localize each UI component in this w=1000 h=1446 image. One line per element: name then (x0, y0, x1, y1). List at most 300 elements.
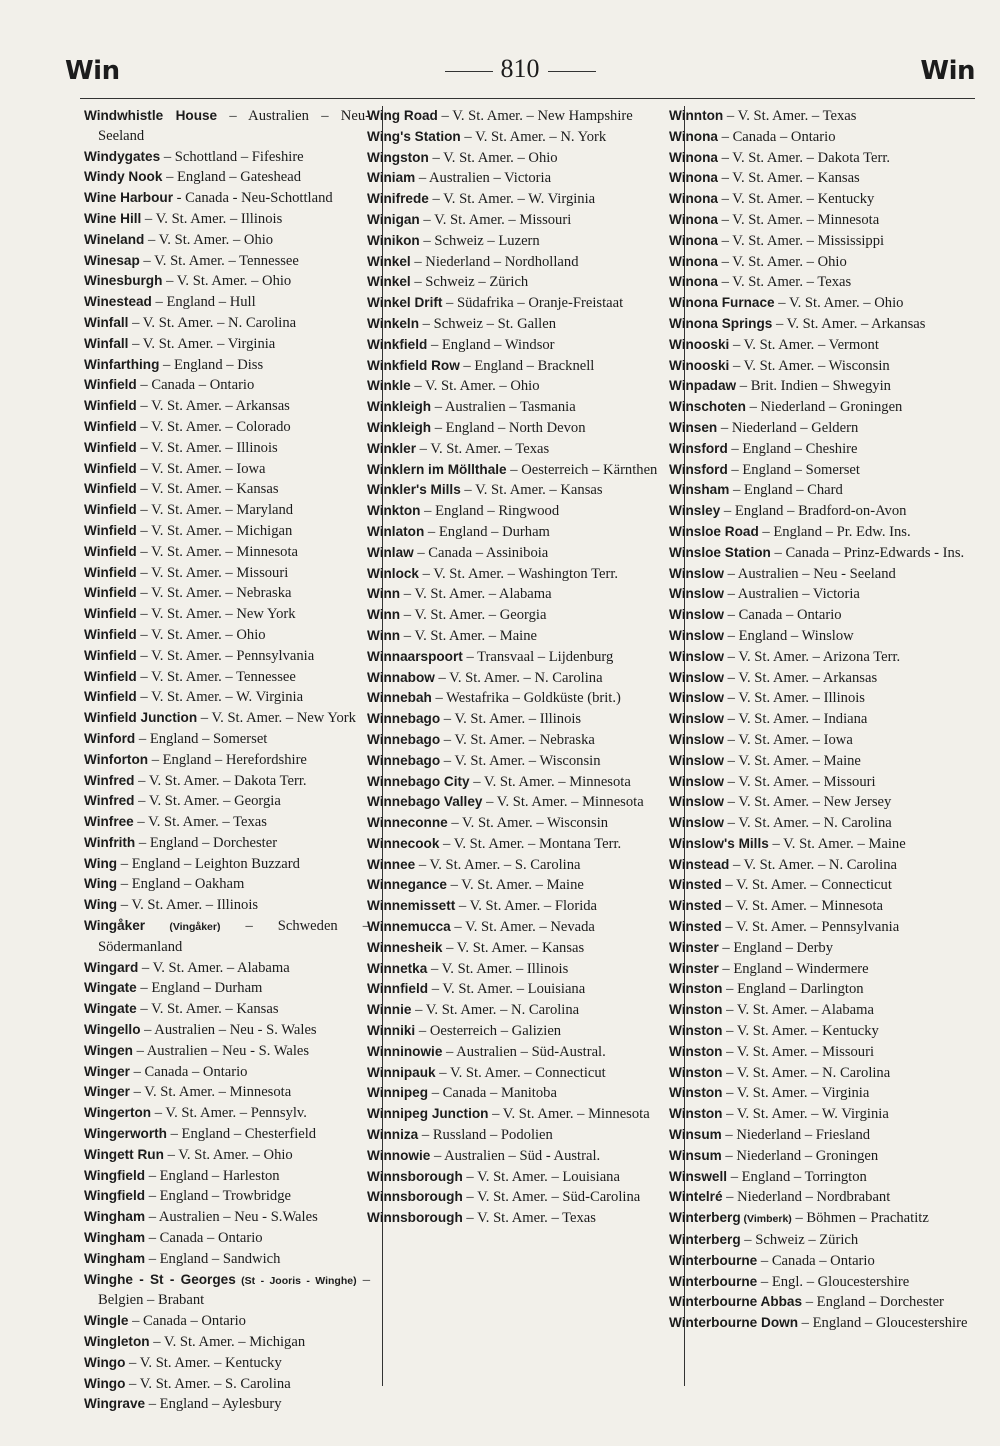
gazetteer-entry (669, 1021, 977, 1042)
gazetteer-entry (84, 355, 370, 376)
gazetteer-entry (669, 106, 977, 127)
entry-headword: Winfrith (84, 834, 136, 850)
entry-location: – V. St. Amer. – Maryland (136, 502, 294, 519)
gazetteer-entry (84, 916, 370, 958)
gazetteer-entry (84, 1353, 370, 1374)
entry-headword: Winnsborough (367, 1168, 463, 1184)
entry-location: – V. St. Amer. – Nebraska (440, 731, 595, 748)
entry-headword: Winnee (367, 856, 416, 872)
entry-location: – Canada – Ontario (757, 1252, 875, 1269)
gazetteer-entry (669, 127, 977, 148)
entry-headword: Winger (84, 1084, 130, 1100)
entry-headword: Winsford (669, 461, 728, 477)
entry-location: – V. St. Amer. – New Jersey (724, 794, 892, 811)
entry-headword: Winterbourne Down (669, 1315, 799, 1331)
entry-location: – V. St. Amer. – Minnesota (721, 898, 883, 915)
entry-headword: Winlock (367, 565, 419, 581)
entry-location: – V. St. Amer. – Pennsylvania (721, 919, 900, 936)
entry-headword: Winsloe Station (669, 544, 771, 560)
entry-headword: Winfield (84, 502, 137, 518)
entry-location: – Belgien – Brabant (98, 1271, 370, 1309)
entry-location: – England – Herefordshire (148, 751, 307, 768)
entry-headword: Winforton (84, 751, 149, 767)
entry-location: – V. St. Amer. – N. Carolina (724, 815, 892, 832)
gazetteer-entry (367, 1167, 677, 1188)
entry-headword: Winfall (84, 314, 129, 330)
entry-headword: Winston (669, 1043, 723, 1059)
entry-location: – V. St. Amer. – Texas (415, 440, 550, 457)
entry-headword: Winfield (84, 585, 137, 601)
gazetteer-entry (669, 210, 977, 231)
gazetteer-entry (84, 563, 370, 584)
gazetteer-entry (367, 1187, 677, 1208)
entry-headword: Winstead (669, 856, 730, 872)
entry-location: – V. St. Amer. – Süd-Carolina (462, 1189, 641, 1206)
entry-headword: Winston (669, 1023, 723, 1039)
entry-headword: Winestead (84, 294, 152, 310)
gazetteer-entry (669, 564, 977, 585)
gazetteer-entry (84, 1020, 370, 1041)
entry-location: – Canada – Ontario (136, 377, 255, 394)
gazetteer-entry (367, 1125, 677, 1146)
entry-headword: Winkle (367, 378, 411, 394)
gazetteer-entry (367, 896, 677, 917)
entry-headword: Wing (84, 876, 118, 892)
entry-headword: Wingham (84, 1209, 146, 1225)
entry-headword: Wingen (84, 1042, 133, 1058)
entry-headword: Winslow (669, 627, 725, 643)
entry-location: – V. St. Amer. – Arkansas (724, 669, 878, 686)
gazetteer-entry (669, 543, 977, 564)
entry-headword: Winger (84, 1063, 130, 1079)
column-right (669, 106, 977, 1386)
gazetteer-entry (367, 626, 677, 647)
gazetteer-entry (669, 522, 977, 543)
entry-location: – V. St. Amer. – New York (136, 606, 296, 623)
gazetteer-entry (84, 958, 370, 979)
entry-location: – V. St. Amer. – Kansas (460, 482, 603, 499)
entry-location: – V. St. Amer. – Kentucky (125, 1354, 282, 1371)
gazetteer-entry (367, 668, 677, 689)
header-right-catchword: Win (920, 56, 975, 86)
entry-headword: Winkel Drift (367, 295, 443, 311)
entry-headword: Winschoten (669, 399, 746, 415)
entry-headword: Winslow (669, 794, 725, 810)
entry-location: – V. St. Amer. – N. Carolina (128, 314, 297, 331)
gazetteer-entry (84, 459, 370, 480)
gazetteer-entry (669, 772, 977, 793)
entry-location: – V. St. Amer. – Tennessee (139, 252, 299, 269)
gazetteer-entry (84, 646, 370, 667)
entry-location: – England – North Devon (431, 419, 586, 436)
entry-location: – England – Durham (136, 980, 263, 997)
gazetteer-entry (367, 584, 677, 605)
gazetteer-entry (367, 314, 677, 335)
entry-location: – V. St. Amer. – Arkansas (136, 398, 290, 415)
entry-location: – V. St. Amer. – Ohio (410, 378, 540, 395)
entry-location: – England – Windsor (427, 336, 555, 353)
entry-headword: Wine Harbour (84, 190, 173, 206)
gazetteer-entry (669, 917, 977, 938)
entry-location: – V. St. Amer. – Mississippi (717, 232, 885, 249)
gazetteer-entry (84, 999, 370, 1020)
gazetteer-entry (669, 626, 977, 647)
gazetteer-entry (669, 813, 977, 834)
entry-headword: Winona (669, 274, 718, 290)
entry-headword: Winslow (669, 711, 725, 727)
entry-location: – V. St. Amer. – Minnesota (482, 794, 644, 811)
entry-location: – Niederland – Friesland (721, 1127, 871, 1144)
gazetteer-entry (84, 1124, 370, 1145)
entry-headword: Winfield (84, 564, 137, 580)
gazetteer-entry (367, 709, 677, 730)
entry-headword: Winkler's Mills (367, 482, 461, 498)
gazetteer-entry (84, 1145, 370, 1166)
entry-headword: Winfred (84, 793, 135, 809)
gazetteer-entry (84, 1394, 370, 1415)
gazetteer-entry (84, 604, 370, 625)
entry-headword: Winfield (84, 606, 137, 622)
gazetteer-entry (84, 771, 370, 792)
entry-location: – England – Trowbridge (145, 1188, 291, 1205)
gazetteer-entry (669, 875, 977, 896)
entry-location: – V. St. Amer. – Kentucky (717, 191, 875, 208)
gazetteer-entry (367, 688, 677, 709)
gazetteer-entry (367, 1021, 677, 1042)
gazetteer-entry (367, 168, 677, 189)
entry-headword: Winfred (84, 772, 135, 788)
entry-headword: Winfarthing (84, 356, 160, 372)
gazetteer-entry (669, 231, 977, 252)
gazetteer-entry (367, 938, 677, 959)
entry-headword: Winnton (669, 108, 724, 123)
column-left (84, 106, 370, 1413)
gazetteer-entry (669, 460, 977, 481)
gazetteer-entry (367, 543, 677, 564)
entry-headword: Winterbourne (669, 1252, 758, 1268)
entry-location: – V. St. Amer. – Montana Terr. (439, 835, 622, 852)
entry-location: – V. St. Amer. – Minnesota (717, 211, 880, 228)
entry-location: – V. St. Amer. – Ohio (717, 253, 847, 270)
entry-headword: Winifrede (367, 191, 429, 207)
entry-headword: Winkel (367, 253, 411, 269)
entry-headword: Winnebah (367, 690, 432, 706)
entry-location: - Canada - Neu-Schottland (173, 190, 333, 207)
entry-headword: Wingleton (84, 1334, 150, 1350)
entry-location: – Australien – Neu - S. Wales (132, 1042, 310, 1059)
column-middle (367, 106, 677, 1386)
gazetteer-entry (669, 1042, 977, 1063)
gazetteer-entry (84, 667, 370, 688)
gazetteer-entry (84, 1103, 370, 1124)
gazetteer-entry (84, 417, 370, 438)
entry-location: – V. St. Amer. – Michigan (136, 522, 293, 539)
entry-location: – V. St. Amer. – Arkansas (772, 315, 926, 332)
entry-location: – V. St. Amer. – Virginia (128, 335, 276, 352)
entry-headword: Winster (669, 960, 719, 976)
entry-headword: Winfield (84, 481, 137, 497)
gazetteer-entry (84, 874, 370, 895)
entry-headword: Winn (367, 607, 401, 623)
entry-headword: Winsted (669, 898, 722, 914)
entry-location: – V. St. Amer. – Kansas (136, 481, 279, 498)
entry-headword: Wingard (84, 959, 139, 975)
gazetteer-entry (669, 834, 977, 855)
entry-headword: Winona (669, 149, 718, 165)
gazetteer-entry (84, 583, 370, 604)
entry-location: – V. St. Amer. – N. Carolina (722, 1064, 891, 1081)
entry-headword: Winsen (669, 419, 718, 435)
entry-headword: Winslow (669, 669, 725, 685)
gazetteer-entry (669, 1313, 977, 1334)
entry-location: – England – Chard (729, 482, 843, 499)
gazetteer-entry (84, 292, 370, 313)
gazetteer-entry (669, 293, 977, 314)
entry-headword: Winkfield Row (367, 357, 460, 373)
entry-location: – England – Torrington (727, 1168, 867, 1185)
entry-headword: Winlaton (367, 523, 425, 539)
entry-location: – V. St. Amer. – Louisiana (462, 1168, 620, 1185)
entry-location: – Australien – Victoria (415, 170, 552, 187)
entry-headword: Winterberg (669, 1232, 741, 1248)
entry-location: – England – Gateshead (162, 169, 302, 186)
entry-location: – England – Bracknell (459, 357, 595, 374)
entry-headword: Winnowie (367, 1147, 431, 1163)
entry-location: – V. St. Amer. – Minnesota (129, 1084, 292, 1101)
entry-headword: Winsham (669, 482, 730, 498)
entry-headword: Winslow's Mills (669, 835, 769, 851)
gazetteer-entry (367, 501, 677, 522)
entry-location: – Australien – Neu - S.Wales (145, 1209, 318, 1226)
gazetteer-entry (367, 522, 677, 543)
entry-location: – England – Gloucestershire (798, 1315, 968, 1332)
gazetteer-entry (669, 1187, 977, 1208)
gazetteer-entry (84, 1228, 370, 1249)
entry-location: – Niederland – Nordbrabant (722, 1189, 891, 1206)
entry-headword: Wineland (84, 231, 145, 247)
entry-location: – V. St. Amer. – Tennessee (136, 668, 296, 685)
entry-headword: Winnemissett (367, 898, 456, 914)
entry-headword: Wingello (84, 1022, 141, 1038)
entry-location: – V. St. Amer. – Ohio (136, 626, 266, 643)
entry-headword: Wingerworth (84, 1126, 167, 1142)
entry-headword: Winsford (669, 440, 728, 456)
entry-headword: Windygates (84, 148, 161, 164)
gazetteer-entry (669, 668, 977, 689)
entry-headword: Winona (669, 128, 718, 144)
gazetteer-entry (367, 813, 677, 834)
entry-location: – Canada – Ontario (717, 128, 836, 145)
gazetteer-entry (669, 938, 977, 959)
gazetteer-entry (367, 272, 677, 293)
entry-headword: Winnsborough (367, 1210, 463, 1226)
gazetteer-entry (367, 106, 677, 127)
entry-location: – V. St. Amer. – Vermont (729, 336, 879, 353)
entry-location: – V. St. Amer. – N. Carolina (729, 856, 898, 873)
gazetteer-entry (84, 1249, 370, 1270)
entry-headword: Winona (669, 211, 718, 227)
entry-headword: Winnie (367, 1002, 412, 1018)
entry-headword: Winklern im Möllthale (367, 461, 507, 477)
entry-location: – V. St. Amer. – Nebraska (136, 585, 292, 602)
gazetteer-entry (367, 979, 677, 1000)
entry-headword: Wintelré (669, 1189, 723, 1205)
gazetteer-entry (669, 979, 977, 1000)
entry-headword: Winesburgh (84, 273, 163, 289)
entry-location: – V. St. Amer. – Alabama (722, 1002, 874, 1019)
entry-location: – Schweiz – Zürich (740, 1232, 859, 1249)
gazetteer-entry (84, 375, 370, 396)
entry-headword: Winslow (669, 565, 725, 581)
gazetteer-entry (367, 1104, 677, 1125)
entry-location: – Niederland – Groningen (745, 399, 903, 416)
entry-headword: Winnebago Valley (367, 794, 483, 810)
entry-headword: Winkton (367, 503, 421, 519)
entry-location: – V. St. Amer. – Alabama (138, 959, 290, 976)
entry-headword: Winfield Junction (84, 710, 198, 726)
entry-headword: Wing's Station (367, 128, 461, 144)
entry-location: – Niederland – Geldern (717, 419, 859, 436)
entry-headword: Winnabow (367, 669, 435, 685)
gazetteer-entry (84, 479, 370, 500)
gazetteer-entry (367, 480, 677, 501)
entry-headword: Winneconne (367, 815, 448, 831)
entry-headword: Winnecook (367, 835, 440, 851)
entry-headword: Winston (669, 1002, 723, 1018)
gazetteer-entry (669, 896, 977, 917)
entry-headword: Winswell (669, 1168, 728, 1184)
gazetteer-entry (669, 1146, 977, 1167)
entry-headword: Winnebago (367, 731, 441, 747)
entry-location: – V. St. Amer. – Alabama (400, 586, 552, 603)
gazetteer-entry (669, 480, 977, 501)
entry-location: – V. St. Amer. – Indiana (724, 711, 868, 728)
gazetteer-entry (367, 1208, 677, 1229)
gazetteer-entry (669, 376, 977, 397)
entry-headword: Wingate (84, 980, 137, 996)
entry-location: – England – Windermere (718, 960, 869, 977)
entry-location: – Schweden – Södermanland (98, 918, 370, 955)
gazetteer-entry (367, 959, 677, 980)
gazetteer-entry (669, 647, 977, 668)
gazetteer-entry (84, 1186, 370, 1207)
gazetteer-entry (84, 625, 370, 646)
entry-location: – England – Leighton Buzzard (117, 855, 300, 872)
entry-location: – V. St. Amer. – Maine (400, 627, 538, 644)
entry-location: – Transvaal – Lijdenburg (462, 648, 614, 665)
entry-headword: Winfield (84, 543, 137, 559)
entry-location: – England – Sandwich (145, 1250, 281, 1267)
gazetteer-entry (84, 167, 370, 188)
entry-location: – V. St. Amer. – Illinois (117, 897, 259, 914)
entry-location: – V. St. Amer. – W. Virginia (722, 1106, 889, 1123)
entry-location: – England – Bradford-on-Avon (720, 503, 907, 520)
entry-headword: Winslow (669, 648, 725, 664)
entry-headword: Winston (669, 981, 723, 997)
gazetteer-entry (84, 1207, 370, 1228)
entry-location: – V. St. Amer. – Pennsylvania (136, 647, 315, 664)
entry-headword: Wingston (367, 149, 429, 165)
entry-headword: Winpadaw (669, 378, 737, 394)
gazetteer-entry (84, 313, 370, 334)
entry-location: – V. St. Amer. – Iowa (724, 731, 853, 748)
entry-headword: Winston (669, 1064, 723, 1080)
gazetteer-entry (669, 397, 977, 418)
entry-variant-name: (Vingåker) (145, 921, 221, 934)
entry-headword: Wingfield (84, 1167, 146, 1183)
gazetteer-entry (367, 1063, 677, 1084)
entry-location: – Australien – Victoria (724, 586, 860, 603)
gazetteer-entry (669, 189, 977, 210)
gazetteer-entry (669, 335, 977, 356)
gazetteer-entry (669, 418, 977, 439)
entry-headword: Winsley (669, 503, 721, 519)
entry-location: – V. St. Amer. – Virginia (722, 1085, 870, 1102)
gazetteer-entry (84, 708, 370, 729)
gazetteer-entry (669, 1272, 977, 1293)
entry-headword: Winona Springs (669, 315, 773, 331)
gazetteer-entry (669, 272, 977, 293)
entry-location: – V. St. Amer. – Illinois (440, 711, 582, 728)
entry-location: – V. St. Amer. – Ohio (163, 1146, 293, 1163)
entry-location: – V. St. Amer. – Dakota Terr. (717, 149, 891, 166)
gazetteer-entry (367, 460, 677, 481)
gazetteer-entry (367, 605, 677, 626)
entry-location: – V. St. Amer. – Georgia (400, 607, 547, 624)
entry-headword: Winona Furnace (669, 295, 775, 311)
entry-location: – V. St. Amer. – Connecticut (721, 877, 892, 894)
entry-headword: Winnebago (367, 752, 441, 768)
entry-headword: Winona (669, 232, 718, 248)
entry-headword: Winfield (84, 522, 137, 538)
entry-headword: Wingham (84, 1230, 146, 1246)
entry-variant-name: (Vimberk) (740, 1213, 792, 1226)
entry-location: – Canada – Ontario (129, 1063, 248, 1080)
gazetteer-entry (669, 314, 977, 335)
gazetteer-entry (84, 750, 370, 771)
entry-location: – V. St. Amer. – Maine (724, 752, 861, 769)
entry-headword: Winona (669, 191, 718, 207)
gazetteer-entry (669, 855, 977, 876)
entry-headword: Winkler (367, 440, 416, 456)
gazetteer-entry (84, 396, 370, 417)
entry-headword: Winslow (669, 586, 725, 602)
entry-headword: Winslow (669, 815, 725, 831)
entry-headword: Winfield (84, 626, 137, 642)
entry-headword: Winster (669, 939, 719, 955)
entry-location: – V. St. Amer. – New York (197, 710, 356, 727)
gazetteer-entry (367, 335, 677, 356)
entry-headword: Wing (84, 855, 118, 871)
entry-location: – V. St. Amer. – Minnesota (136, 543, 298, 560)
entry-location: – Australien – Neu - Seeland (724, 565, 896, 582)
gazetteer-entry (669, 148, 977, 169)
gazetteer-entry (669, 1125, 977, 1146)
gazetteer-entry (84, 791, 370, 812)
gazetteer-entry (84, 1311, 370, 1332)
gazetteer-entry (84, 729, 370, 750)
entry-headword: Winkeln (367, 315, 419, 331)
entry-location: – V. St. Amer. – Texas (133, 814, 267, 831)
entry-location: – Australien – Tasmania (431, 399, 576, 416)
entry-location: – V. St. Amer. – Maine (446, 877, 584, 894)
gazetteer-entry (367, 917, 677, 938)
entry-location: – Canada – Ontario (724, 607, 842, 624)
gazetteer-entry (367, 772, 677, 793)
entry-location: – V. St. Amer. – Texas (717, 274, 852, 291)
entry-headword: Windwhistle House (84, 108, 218, 123)
entry-location: – England – Chesterfield (166, 1126, 317, 1143)
